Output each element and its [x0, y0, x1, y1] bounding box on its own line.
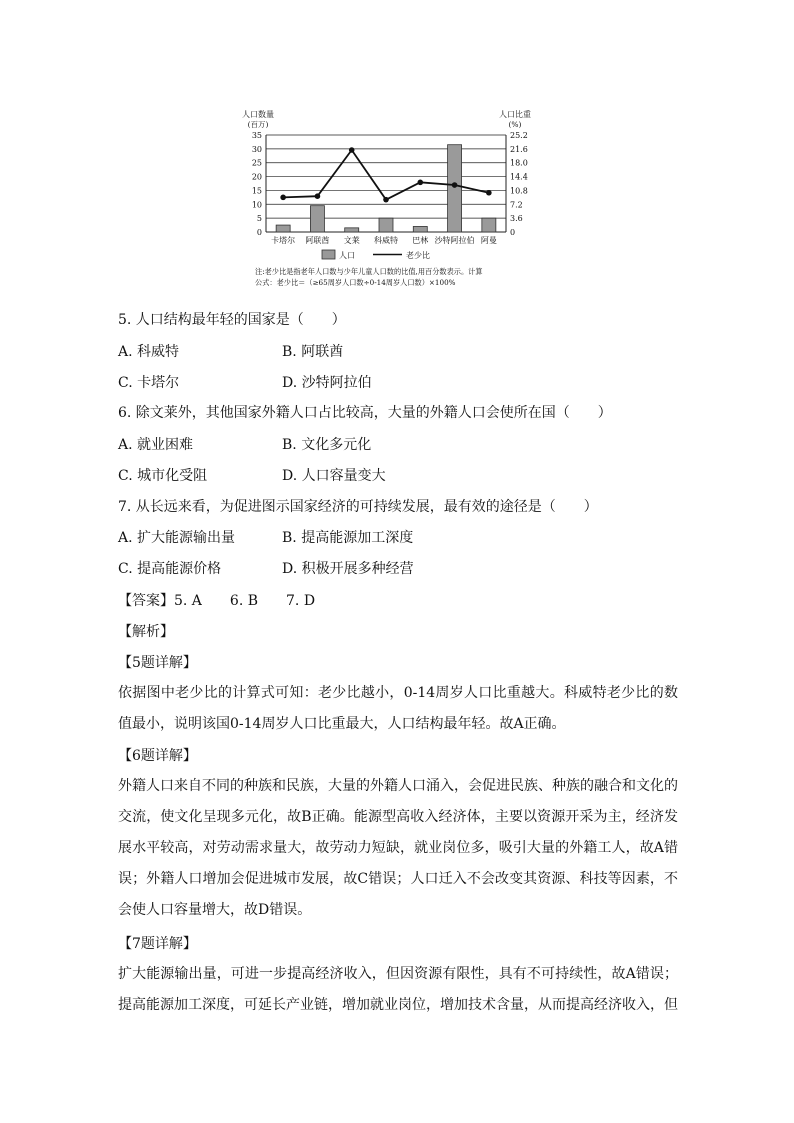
q6-option-c: C. 城市化受阻: [118, 468, 208, 484]
left-tick-label: 30: [251, 144, 262, 154]
q5-option-a: A. 科威特: [118, 344, 180, 360]
ratio-point: [280, 195, 286, 201]
population-bar: [379, 218, 393, 232]
left-tick-label: 35: [251, 131, 262, 140]
left-tick-label: 0: [256, 228, 262, 237]
detail-5-heading: 【5题详解】: [118, 655, 197, 671]
q6-option-b: B. 文化多元化: [282, 437, 372, 453]
detail-7-heading: 【7题详解】: [118, 936, 197, 952]
q6-option-a: A. 就业困难: [118, 437, 194, 453]
detail-7-body: 扩大能源输出量，可进一步提高经济收入，但因资源有限性，具有不可持续性，故A错误；提高能源加工深度，可延长产业链，增加就业岗位，增加技术含量，从而提高经济收入，但: [118, 966, 678, 1013]
left-axis-title: 人口数量: [242, 110, 274, 119]
ratio-point: [452, 182, 458, 188]
left-tick-label: 25: [251, 158, 262, 168]
detail-6-body: 外籍人口来自不同的种族和民族，大量的外籍人口涌入，会促进民族、种族的融合和文化的交流，使文化呈现多元化，故B正确。能源型高收入经济体，主要以资源开采为主，经济发展水平较高，对劳动需求量大，故劳动力短缺，就业岗位多，吸引大量的外籍工人，故A错误；外籍人口增加会促进城市发展，故C错误；人口迁入不会改变其资源、科技等因素，不会使人口容量增大，故D错误。: [118, 778, 678, 918]
answer-line: 【答案】5. A 6. B 7. D: [118, 593, 316, 609]
population-bar: [276, 225, 290, 232]
right-axis-title: 人口比重: [499, 110, 531, 119]
question-6-stem: 6. 除文莱外，其他国家外籍人口占比较高，大量的外籍人口会使所在国（ ）: [118, 405, 612, 421]
detail-5-body: 依据图中老少比的计算式可知：老少比越小，0-14周岁人口比重越大。科威特老少比的数值最小，说明该国0-14周岁人口比重最大，人口结构最年轻。故A正确。: [118, 685, 678, 732]
right-tick-label: 14.4: [510, 172, 528, 182]
right-tick-label: 10.8: [510, 186, 528, 196]
population-bar: [310, 206, 324, 232]
q5-option-b: B. 阿联酋: [282, 344, 344, 360]
right-tick-label: 3.6: [510, 214, 523, 224]
q7-option-d: D. 积极开展多种经营: [282, 561, 414, 577]
ratio-point: [315, 193, 321, 199]
right-tick-label: 18.0: [510, 158, 528, 168]
category-label: 科威特: [374, 236, 398, 245]
population-bar: [345, 228, 359, 232]
population-chart: [236, 104, 546, 298]
right-tick-label: 21.6: [510, 144, 528, 154]
right-tick-label: 25.2: [510, 131, 528, 140]
population-bar: [413, 226, 427, 232]
population-bar: [482, 218, 496, 232]
right-tick-label: 0: [510, 228, 516, 237]
ratio-point: [383, 197, 389, 203]
q5-option-d: D. 沙特阿拉伯: [282, 375, 372, 391]
category-label: 卡塔尔: [271, 236, 296, 245]
category-label: 巴林: [412, 236, 429, 245]
category-label: 文莱: [343, 236, 360, 245]
ratio-point: [417, 180, 423, 186]
category-label: 阿联酋: [305, 236, 330, 245]
detail-6-heading: 【6题详解】: [118, 748, 197, 764]
question-7-stem: 7. 从长远来看，为促进图示国家经济的可持续发展，最有效的途径是（ ）: [118, 499, 598, 515]
ratio-point: [486, 190, 492, 196]
category-label: 阿曼: [480, 236, 497, 245]
population-bar: [448, 145, 462, 232]
q7-option-c: C. 提高能源价格: [118, 561, 222, 577]
q7-option-b: B. 提高能源加工深度: [282, 530, 414, 546]
chart-note-line2: 公式：老少比＝（≥65周岁人口数÷0-14周岁人口数）×100%: [255, 278, 456, 287]
category-label: 沙特阿拉伯: [434, 236, 475, 245]
chart-note-line1: 注:老少比是指老年人口数与少年儿童人口数的比值,用百分数表示。计算: [255, 267, 483, 276]
left-tick-label: 15: [251, 186, 262, 196]
right-tick-label: 7.2: [510, 200, 523, 210]
legend-bar-swatch: [322, 250, 335, 259]
q7-option-a: A. 扩大能源输出量: [118, 530, 236, 546]
ratio-point: [349, 147, 355, 153]
legend-population-label: 人口: [339, 251, 355, 260]
left-tick-label: 20: [251, 172, 262, 182]
legend-ratio-label: 老少比: [406, 251, 430, 260]
question-5-stem: 5. 人口结构最年轻的国家是（ ）: [118, 312, 346, 328]
analysis-heading: 【解析】: [118, 624, 174, 640]
right-axis-unit: (%): [508, 120, 522, 129]
left-axis-unit: (百万): [247, 120, 269, 129]
q6-option-d: D. 人口容量变大: [282, 468, 386, 484]
left-tick-label: 5: [256, 214, 262, 224]
left-tick-label: 10: [251, 200, 262, 210]
q5-option-c: C. 卡塔尔: [118, 375, 180, 391]
